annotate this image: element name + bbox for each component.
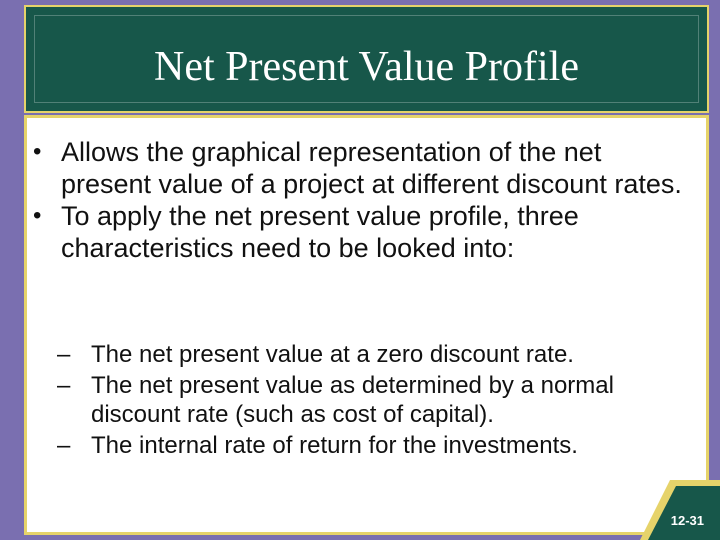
bullet-marker: • bbox=[33, 138, 42, 165]
bullet-item bbox=[27, 136, 697, 200]
sub-bullet-marker: – bbox=[57, 372, 71, 399]
sub-bullet-text: The net present value at a zero discount rate. bbox=[91, 341, 574, 368]
content-panel bbox=[24, 115, 709, 535]
bullet-marker: • bbox=[33, 202, 42, 229]
bullet-text: Allows the graphical representation of the net present value of a project at different discount rates. bbox=[61, 137, 682, 199]
sub-bullet-marker: – bbox=[57, 432, 71, 459]
bullet-list bbox=[27, 136, 697, 264]
sub-bullet-item bbox=[27, 431, 697, 460]
bullet-item bbox=[27, 200, 697, 264]
sub-bullet-text: The net present value as determined by a normal discount rate (such as cost of capital). bbox=[91, 372, 614, 428]
slide-title: Net Present Value Profile bbox=[154, 44, 579, 90]
page-corner-badge bbox=[610, 480, 720, 540]
sub-bullet-item bbox=[27, 340, 697, 369]
bullet-text: To apply the net present value profile, three characteristics need to be looked into: bbox=[61, 201, 579, 263]
page-number: 12-31 bbox=[670, 513, 704, 528]
title-bar bbox=[24, 5, 709, 113]
sub-bullet-text: The internal rate of return for the investments. bbox=[91, 432, 578, 459]
sub-bullet-item bbox=[27, 371, 697, 429]
sub-bullet-marker: – bbox=[57, 341, 71, 368]
sub-bullet-list bbox=[27, 340, 697, 462]
